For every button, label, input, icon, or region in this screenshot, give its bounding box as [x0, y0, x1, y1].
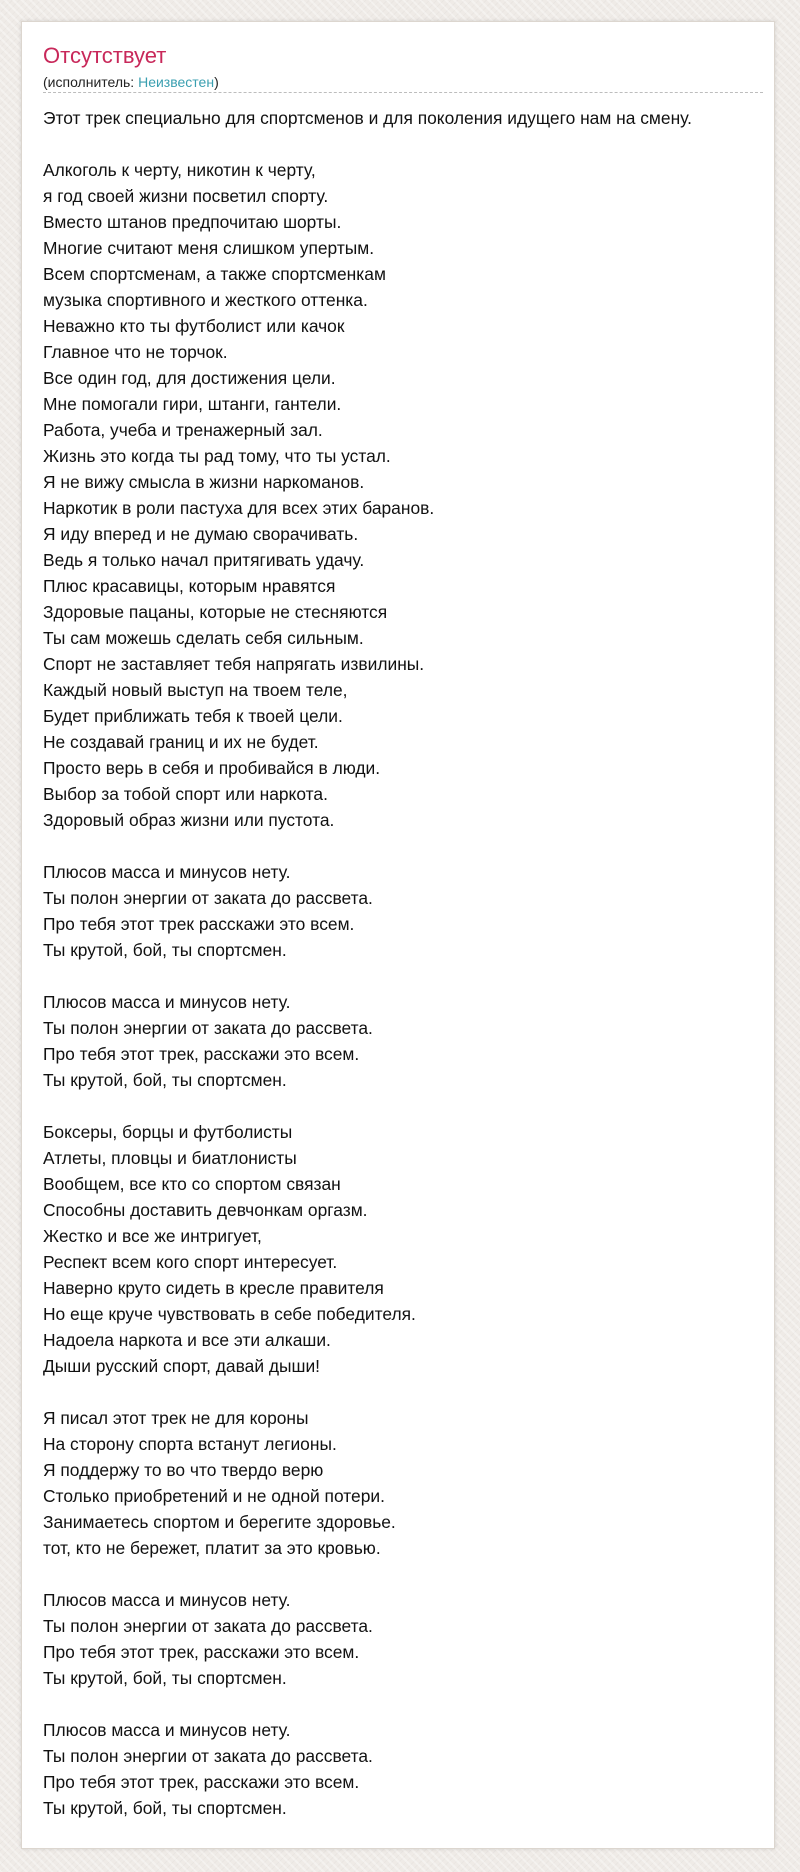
lyric-line: Про тебя этот трек, расскажи это всем. [43, 1772, 360, 1792]
lyric-line: Всем спортсменам, а также спортсменкам [43, 264, 386, 284]
lyric-line: Выбор за тобой спорт или наркота. [43, 784, 328, 804]
lyric-line: Здоровый образ жизни или пустота. [43, 810, 335, 830]
lyric-line: Про тебя этот трек расскажи это всем. [43, 914, 355, 934]
artist-suffix: ) [214, 74, 219, 90]
lyric-line: Респект всем кого спорт интересует. [43, 1252, 338, 1272]
lyric-line: Про тебя этот трек, расскажи это всем. [43, 1642, 360, 1662]
lyric-line: Все один год, для достижения цели. [43, 368, 336, 388]
lyric-line: Ты полон энергии от заката до рассвета. [43, 888, 373, 908]
lyric-line: Надоела наркота и все эти алкаши. [43, 1330, 331, 1350]
artist-prefix: (исполнитель: [43, 74, 139, 90]
lyric-line: Способны доставить девчонкам оргазм. [43, 1200, 368, 1220]
lyric-line: Ты полон энергии от заката до рассвета. [43, 1616, 373, 1636]
lyric-line: Мне помогали гири, штанги, гантели. [43, 394, 342, 414]
lyric-line: Ты сам можешь сделать себя сильным. [43, 628, 364, 648]
lyric-line: На сторону спорта встанут легионы. [43, 1434, 337, 1454]
lyric-line: Плюс красавицы, которым нравятся [43, 576, 336, 596]
lyric-line: Наверно круто сидеть в кресле правителя [43, 1278, 384, 1298]
lyric-line: Жизнь это когда ты рад тому, что ты устал. [43, 446, 391, 466]
lyric-line: Каждый новый выступ на твоем теле, [43, 680, 348, 700]
lyric-line: Дыши русский спорт, давай дыши! [43, 1356, 321, 1376]
lyrics-stanza [43, 157, 773, 833]
lyric-line: Плюсов масса и минусов нету. [43, 1720, 291, 1740]
lyric-line: Плюсов масса и минусов нету. [43, 862, 291, 882]
lyric-line: Вместо штанов предпочитаю шорты. [43, 212, 342, 232]
lyric-line: Плюсов масса и минусов нету. [43, 1590, 291, 1610]
lyrics-stanza [43, 989, 773, 1093]
lyric-line: Я поддержу то во что твердо верю [43, 1460, 324, 1480]
lyrics-stanza [43, 105, 773, 131]
lyric-line: тот, кто не бережет, платит за это кровью. [43, 1538, 381, 1558]
title-divider [43, 92, 763, 93]
lyric-line: Столько приобретений и не одной потери. [43, 1486, 385, 1506]
lyric-line: Ты полон энергии от заката до рассвета. [43, 1746, 373, 1766]
lyric-line: я год своей жизни посветил спорту. [43, 186, 329, 206]
lyric-line: Атлеты, пловцы и биатлонисты [43, 1148, 297, 1168]
lyric-line: Я иду вперед и не думаю сворачивать. [43, 524, 359, 544]
lyric-line: Ты крутой, бой, ты спортсмен. [43, 1668, 287, 1688]
lyric-line: Вообщем, все кто со спортом связан [43, 1174, 341, 1194]
lyrics-stanza [43, 859, 773, 963]
lyric-line: Ты полон энергии от заката до рассвета. [43, 1018, 373, 1038]
lyric-line: Здоровые пацаны, которые не стесняются [43, 602, 388, 622]
lyric-line: Наркотик в роли пастуха для всех этих баранов. [43, 498, 435, 518]
artist-line [43, 73, 219, 91]
lyric-line: Занимаетесь спортом и берегите здоровье. [43, 1512, 396, 1532]
lyrics-stanza [43, 1587, 773, 1691]
lyrics-card [21, 21, 775, 1849]
lyrics-body [43, 105, 773, 1847]
lyric-line: Ведь я только начал притягивать удачу. [43, 550, 365, 570]
artist-link[interactable]: Неизвестен [138, 74, 215, 90]
lyric-line: Я не вижу смысла в жизни наркоманов. [43, 472, 365, 492]
lyric-line: Ты крутой, бой, ты спортсмен. [43, 1798, 287, 1818]
lyric-line: Боксеры, борцы и футболисты [43, 1122, 293, 1142]
lyric-line: Многие считают меня слишком упертым. [43, 238, 375, 258]
lyrics-stanza [43, 1717, 773, 1821]
song-title: Отсутствует [43, 43, 167, 68]
lyric-line: Работа, учеба и тренажерный зал. [43, 420, 323, 440]
lyric-line: Алкоголь к черту, никотин к черту, [43, 160, 316, 180]
lyric-line: Жестко и все же интригует, [43, 1226, 262, 1246]
lyrics-stanza [43, 1119, 773, 1379]
lyric-line: Я писал этот трек не для короны [43, 1408, 309, 1428]
lyric-line: Главное что не торчок. [43, 342, 228, 362]
lyric-line: Ты крутой, бой, ты спортсмен. [43, 1070, 287, 1090]
lyric-line: Неважно кто ты футболист или качок [43, 316, 345, 336]
lyric-line: Ты крутой, бой, ты спортсмен. [43, 940, 287, 960]
lyric-line: Просто верь в себя и пробивайся в люди. [43, 758, 381, 778]
lyrics-stanza [43, 1405, 773, 1561]
lyric-line: Про тебя этот трек, расскажи это всем. [43, 1044, 360, 1064]
lyric-line: Спорт не заставляет тебя напрягать извилины. [43, 654, 425, 674]
lyric-line: Этот трек специально для спортсменов и для поколения идущего нам на смену. [43, 108, 692, 128]
lyric-line: Будет приближать тебя к твоей цели. [43, 706, 343, 726]
lyric-line: Но еще круче чувствовать в себе победителя. [43, 1304, 416, 1324]
lyric-line: музыка спортивного и жесткого оттенка. [43, 290, 368, 310]
lyric-line: Плюсов масса и минусов нету. [43, 992, 291, 1012]
lyric-line: Не создавай границ и их не будет. [43, 732, 319, 752]
